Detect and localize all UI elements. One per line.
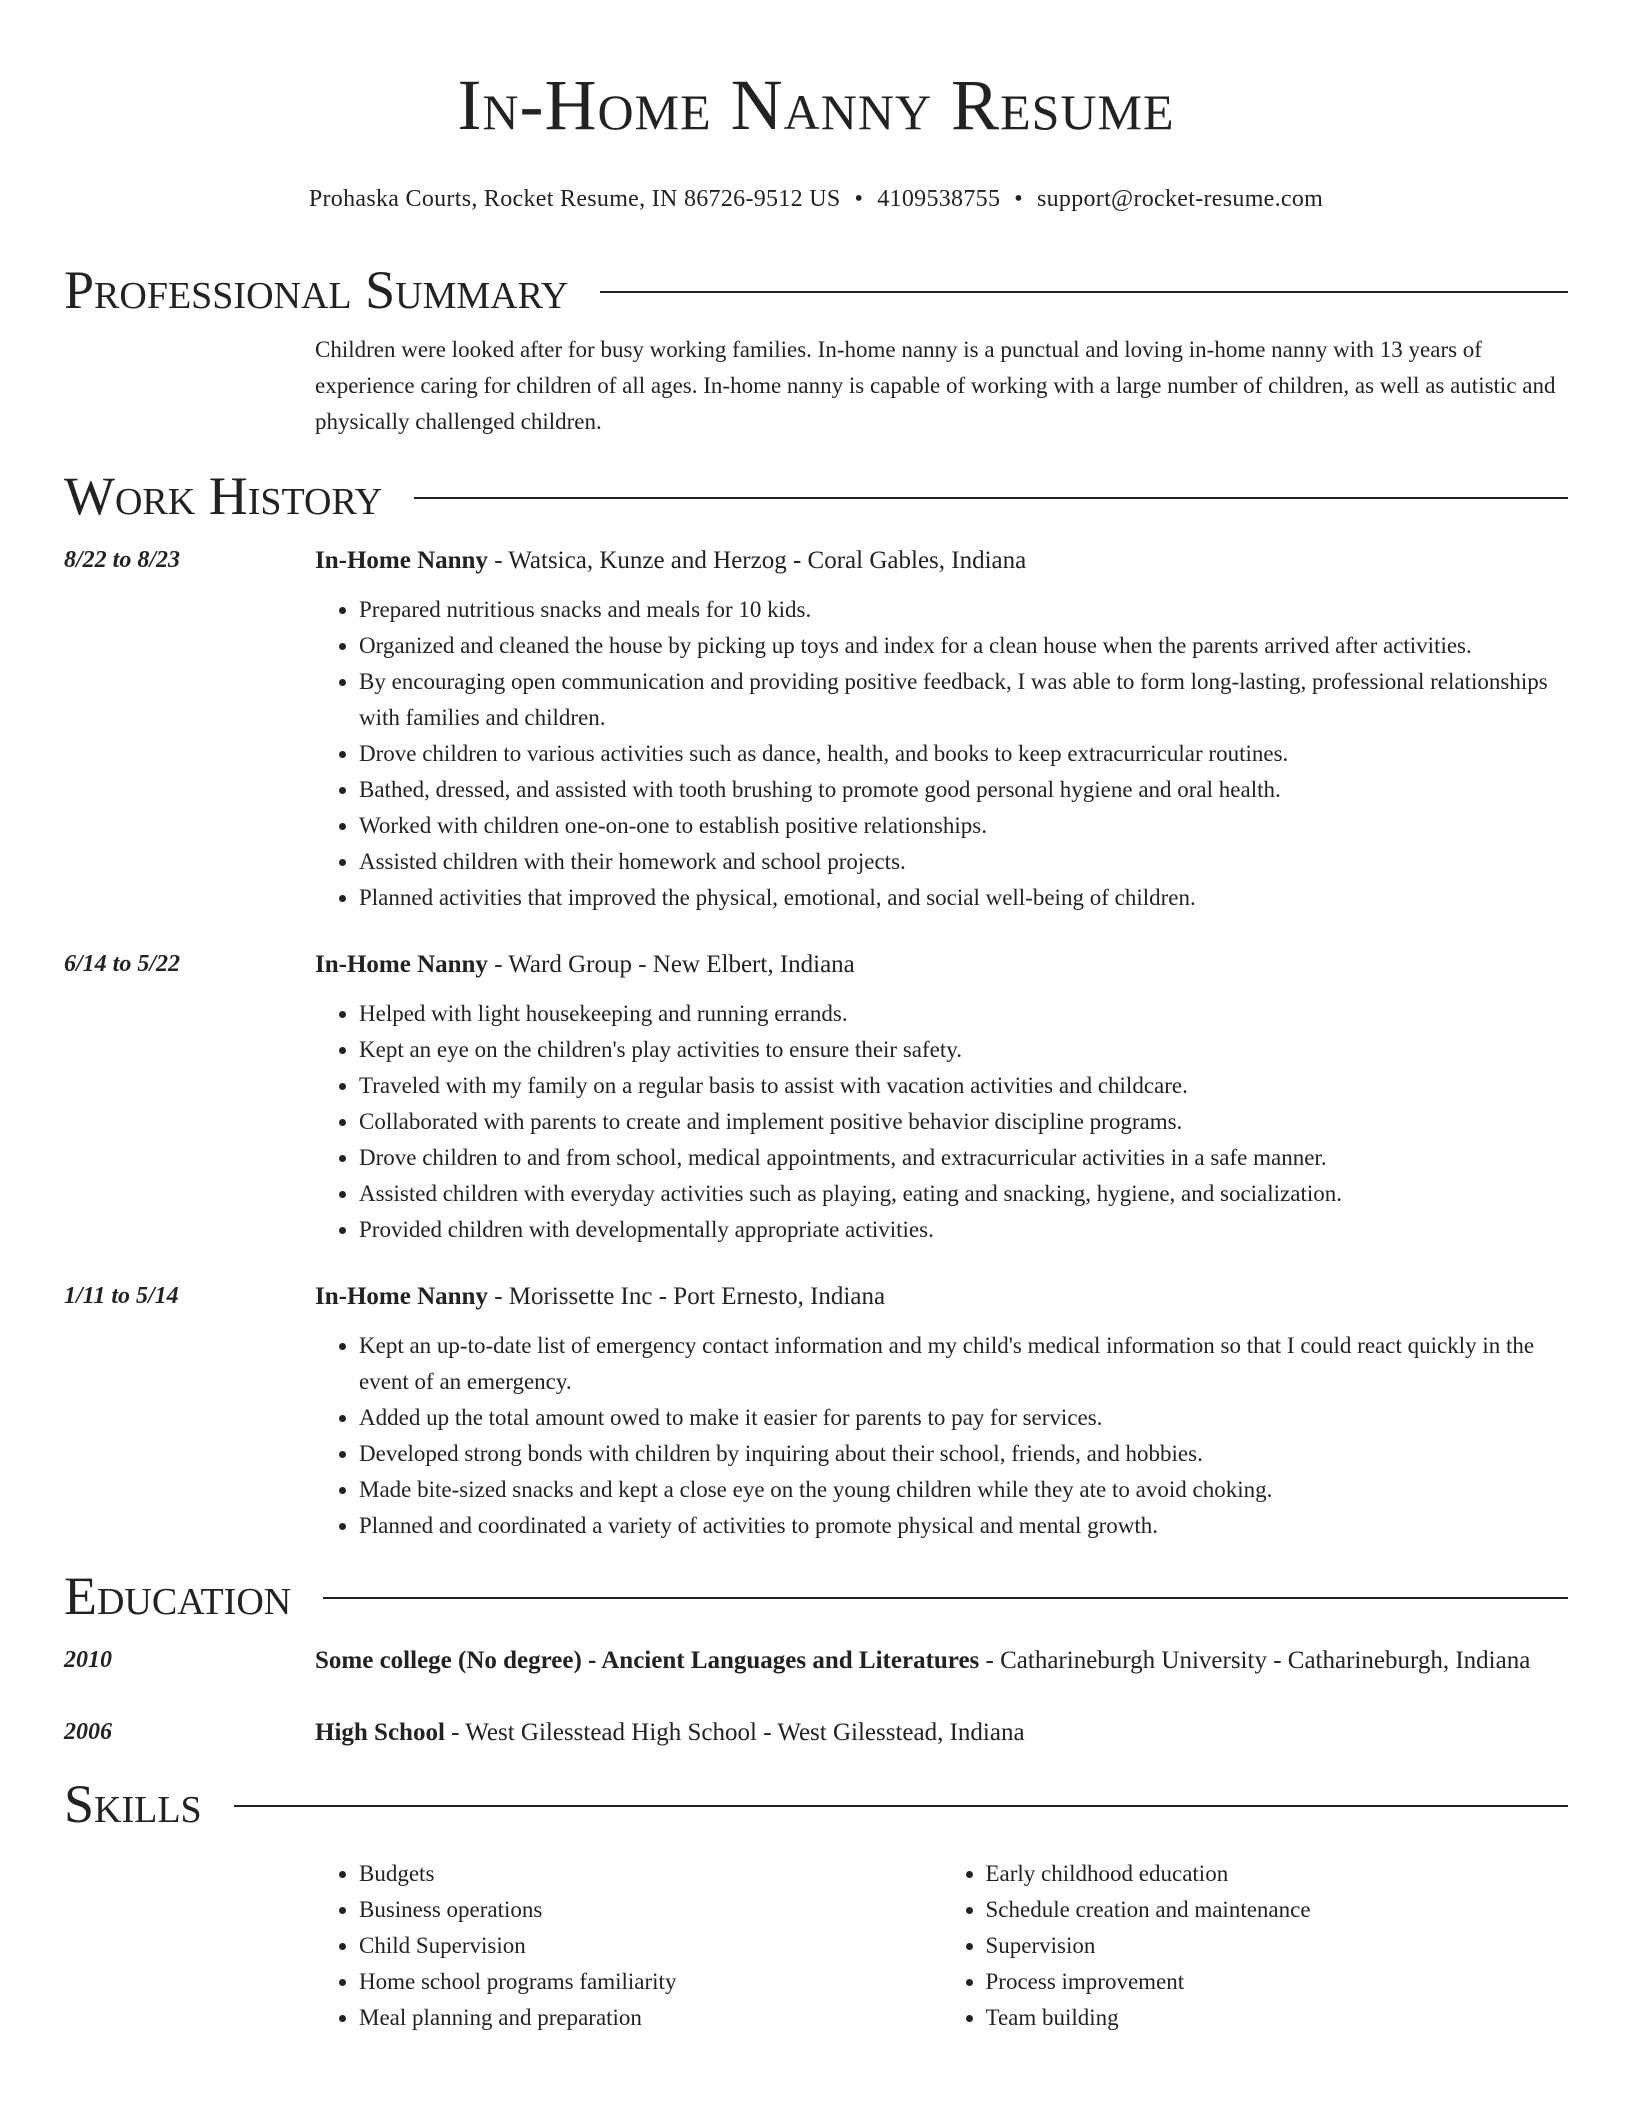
job-details: - Watsica, Kunze and Herzog - Coral Gables, Indiana (487, 547, 1027, 574)
summary-section-header (64, 260, 1568, 320)
job-body (315, 946, 1568, 1248)
skills-column-left (315, 1856, 942, 2036)
education-list (64, 1642, 1568, 1752)
skill-item: • Business operations (359, 1892, 942, 1928)
job-bullet: • Organized and cleaned the house by picking up toys and index for a clean house when the parents arrived after activities. (359, 628, 1568, 664)
skills-column-right (942, 1856, 1569, 2036)
education-row (64, 1642, 1568, 1680)
job-dates: 8/22 to 8/23 (64, 547, 181, 573)
job-bullet: • Assisted children with their homework and school projects. (359, 844, 1568, 880)
section-divider (600, 291, 1568, 293)
skill-item: • Process improvement (986, 1964, 1569, 2000)
contact-email: support@rocket-resume.com (1036, 186, 1324, 212)
education-degree: Some college (No degree) - Ancient Languages and Literatures (315, 1647, 980, 1674)
job-bullet: • Helped with light housekeeping and running errands. (359, 996, 1568, 1032)
job-title-line (315, 1278, 1568, 1316)
job-bullets (315, 996, 1568, 1248)
section-divider (234, 1805, 1568, 1807)
job-header (64, 542, 1568, 916)
job-bullet: • Developed strong bonds with children by inquiring about their school, friends, and hobbies. (359, 1436, 1568, 1472)
job-title: In-Home Nanny (315, 1283, 488, 1310)
summary-text: Children were looked after for busy working families. In-home nanny is a punctual and loving in-home nanny with 13 years of experience caring for children of all ages. In-home nanny is capable of working with a large number of children, as well as autistic and physically challenged children. (315, 337, 1556, 434)
skill-item: • Home school programs familiarity (359, 1964, 942, 2000)
education-year: 2010 (64, 1647, 112, 1673)
job-bullet: • Traveled with my family on a regular basis to assist with vacation activities and childcare. (359, 1068, 1568, 1104)
education-row (64, 1714, 1568, 1752)
job-bullet: • Kept an eye on the children's play activities to ensure their safety. (359, 1032, 1568, 1068)
skills-section-header (64, 1774, 1568, 1834)
skill-item: • Child Supervision (359, 1928, 942, 1964)
contact-line (64, 184, 1568, 214)
job-bullet: • Provided children with developmentally appropriate activities. (359, 1212, 1568, 1248)
job-entry (64, 542, 1568, 916)
job-title-line (315, 542, 1568, 580)
job-bullet: • Prepared nutritious snacks and meals for 10 kids. (359, 592, 1568, 628)
education-details: - West Gilesstead High School - West Gilesstead, Indiana (444, 1719, 1025, 1746)
job-header (64, 946, 1568, 1248)
education-entry (64, 1642, 1568, 1680)
section-divider (323, 1597, 1568, 1599)
job-details: - Ward Group - New Elbert, Indiana (487, 951, 855, 978)
resume-page (64, 0, 1568, 2036)
job-bullet: • By encouraging open communication and providing positive feedback, I was able to form long-lasting, professional relationships with families and children. (359, 664, 1568, 736)
contact-address: Prohaska Courts, Rocket Resume, IN 86726-9512 US (308, 186, 841, 212)
contact-separator: • (854, 186, 864, 212)
job-bullet: • Made bite-sized snacks and kept a close eye on the young children while they ate to avoid choking. (359, 1472, 1568, 1508)
education-details: - Catharineburgh University - Catharineburgh, Indiana (979, 1647, 1531, 1674)
skill-item: • Team building (986, 2000, 1569, 2036)
summary-heading: Professional Summary (64, 260, 569, 320)
work-heading: Work History (64, 466, 383, 526)
education-entry (64, 1714, 1568, 1752)
job-bullet: • Planned activities that improved the physical, emotional, and social well-being of children. (359, 880, 1568, 916)
job-entry (64, 1278, 1568, 1544)
skill-item: • Early childhood education (986, 1856, 1569, 1892)
skills-heading: Skills (64, 1774, 202, 1834)
job-bullets (315, 592, 1568, 916)
job-title: In-Home Nanny (315, 951, 488, 978)
education-body (315, 1714, 1568, 1752)
job-title: In-Home Nanny (315, 547, 488, 574)
skill-item: • Budgets (359, 1856, 942, 1892)
job-details: - Morissette Inc - Port Ernesto, Indiana (487, 1283, 886, 1310)
job-body (315, 1278, 1568, 1544)
job-bullet: • Added up the total amount owed to make it easier for parents to pay for services. (359, 1400, 1568, 1436)
skill-item: • Supervision (986, 1928, 1569, 1964)
contact-phone: 4109538755 (877, 186, 1001, 212)
job-dates: 6/14 to 5/22 (64, 951, 181, 977)
job-bullet: • Drove children to and from school, medical appointments, and extracurricular activities in a safe manner. (359, 1140, 1568, 1176)
job-bullet: • Bathed, dressed, and assisted with tooth brushing to promote good personal hygiene and oral health. (359, 772, 1568, 808)
education-body (315, 1642, 1568, 1680)
job-bullet: • Assisted children with everyday activities such as playing, eating and snacking, hygiene, and socialization. (359, 1176, 1568, 1212)
work-section-header (64, 466, 1568, 526)
contact-separator: • (1014, 186, 1023, 212)
section-divider (414, 497, 1568, 499)
job-dates: 1/11 to 5/14 (64, 1283, 179, 1309)
job-title-line (315, 946, 1568, 984)
resume-title: In-Home Nanny Resume (457, 65, 1175, 145)
education-degree: High School (315, 1719, 445, 1746)
job-header (64, 1278, 1568, 1544)
job-body (315, 542, 1568, 916)
job-bullets (315, 1328, 1568, 1544)
job-bullet: • Planned and coordinated a variety of activities to promote physical and mental growth. (359, 1508, 1568, 1544)
job-bullet: • Collaborated with parents to create and implement positive behavior discipline programs. (359, 1104, 1568, 1140)
education-section-header (64, 1566, 1568, 1626)
skill-item: • Meal planning and preparation (359, 2000, 942, 2036)
work-history-list (64, 542, 1568, 1544)
job-bullet: • Drove children to various activities such as dance, health, and books to keep extracurricular routines. (359, 736, 1568, 772)
skills-grid (315, 1856, 1568, 2036)
job-bullet: • Worked with children one-on-one to establish positive relationships. (359, 808, 1568, 844)
job-bullet: • Kept an up-to-date list of emergency contact information and my child's medical information so that I could react quickly in the event of an emergency. (359, 1328, 1568, 1400)
education-year: 2006 (64, 1719, 112, 1745)
education-heading: Education (64, 1566, 292, 1626)
skill-item: • Schedule creation and maintenance (986, 1892, 1569, 1928)
job-entry (64, 946, 1568, 1248)
